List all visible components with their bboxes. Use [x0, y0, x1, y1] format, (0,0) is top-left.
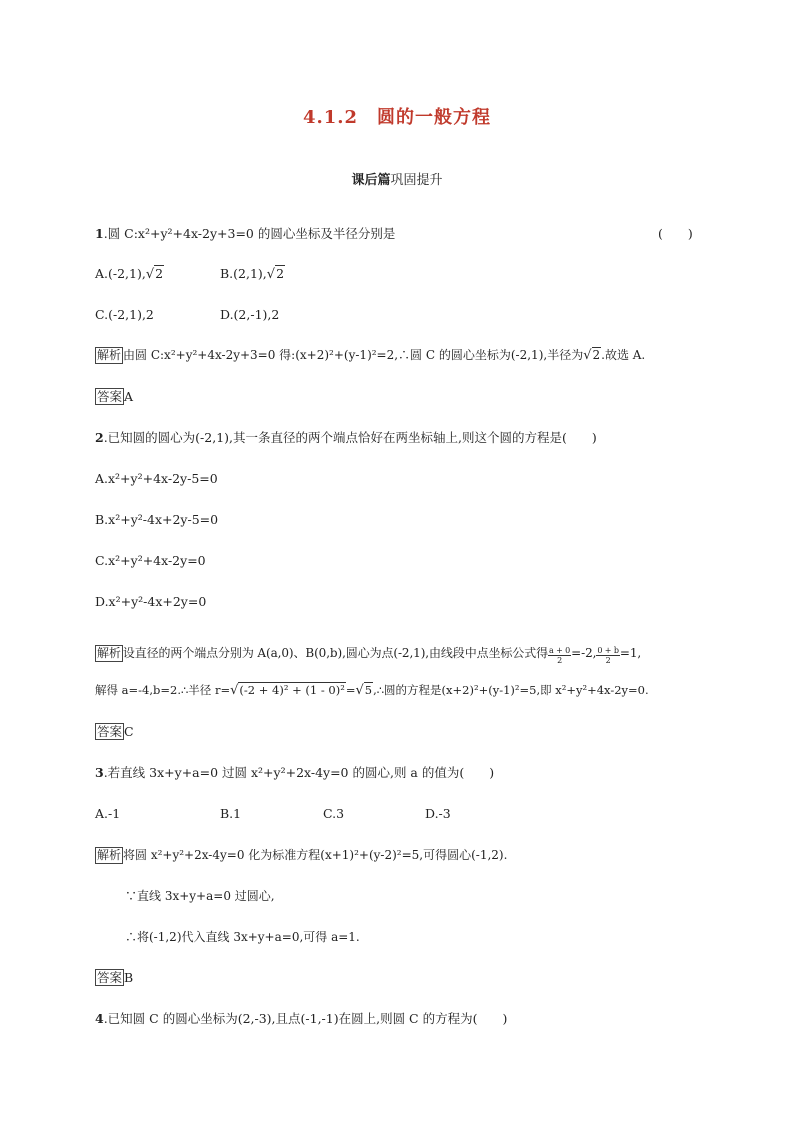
sqrt-icon: √ [583, 348, 592, 363]
stem-text: .若直线 3x+y+a=0 过圆 x²+y²+2x-4y=0 的圆心,则 a 的值为( ) [103, 765, 495, 780]
q1-analysis [95, 347, 645, 364]
fraction-denominator: 2 [605, 656, 611, 665]
analysis-text: .故选 A. [601, 348, 646, 362]
q2-analysis-line-1 [95, 645, 641, 665]
q2-option-d: D.x²+y²-4x+2y=0 [95, 594, 207, 609]
question-3-stem [95, 765, 494, 781]
q2-analysis-line-2 [95, 682, 649, 699]
page-title: 4.1.2 圆的一般方程 [302, 107, 492, 128]
analysis-text: = [345, 683, 356, 697]
radicand: 2 [155, 266, 164, 281]
sqrt-icon: √ [266, 267, 276, 282]
stem-text: .圆 C:x²+y²+4x-2y+3=0 的圆心坐标及半径分别是 [103, 226, 396, 241]
answer-value: B [124, 970, 134, 985]
analysis-text: ,∴圆的方程是(x+2)²+(y-1)²=5,即 x²+y²+4x-2y=0. [373, 683, 649, 697]
answer-blank: ( ) [658, 226, 693, 241]
q3-option-a: A.-1 [95, 806, 121, 821]
answer-label: 答案 [97, 389, 123, 404]
analysis-text: =1, [619, 646, 642, 660]
subtitle-rest: 巩固提升 [390, 173, 443, 188]
subtitle-bold: 课后篇 [351, 173, 391, 188]
question-number: 3 [95, 765, 104, 780]
stem-text: .已知圆 C 的圆心坐标为(2,-3),且点(-1,-1)在圆上,则圆 C 的方程为( ) [103, 1011, 508, 1026]
analysis-text: 将圆 x²+y²+2x-4y=0 化为标准方程(x+1)²+(y-2)²=5,可得圆心(-1,2). [123, 848, 508, 862]
q1-option-b [220, 266, 285, 283]
q3-analysis-line-3: ∴将(-1,2)代入直线 3x+y+a=0,可得 a=1. [125, 930, 360, 944]
radicand: 2 [592, 348, 601, 362]
answer-label: 答案 [97, 724, 123, 739]
radicand: 5 [364, 683, 373, 697]
question-number: 2 [95, 430, 104, 445]
question-4-stem [95, 1011, 507, 1027]
q2-answer [95, 723, 134, 740]
answer-value: A [124, 389, 134, 404]
analysis-text: =-2, [571, 646, 597, 660]
q3-option-c: C.3 [323, 806, 345, 821]
option-text: B.(2,1), [220, 266, 267, 281]
analysis-text: 设直径的两个端点分别为 A(a,0)、B(0,b),圆心为点(-2,1),由线段中点坐标公式得 [122, 646, 549, 660]
analysis-text: 解得 a=-4,b=2.∴半径 r= [95, 683, 231, 697]
q3-answer [95, 969, 133, 986]
analysis-label: 解析 [97, 646, 121, 660]
q2-option-c: C.x²+y²+4x-2y=0 [95, 553, 206, 568]
analysis-label: 解析 [97, 348, 122, 362]
fraction-numerator: 0 + b [597, 646, 619, 655]
stem-text: .已知圆的圆心为(-2,1),其一条直径的两个端点恰好在两坐标轴上,则这个圆的方程是( ) [103, 430, 597, 445]
q3-analysis-line-1 [95, 847, 507, 864]
option-text: A.(-2,1), [95, 266, 146, 281]
answer-value: C [124, 724, 134, 739]
fraction [548, 646, 571, 665]
question-1-stem [95, 226, 395, 242]
sqrt-icon: √ [355, 683, 364, 698]
question-number: 1 [95, 226, 104, 241]
q1-answer [95, 388, 133, 405]
q3-analysis-line-2: ∵直线 3x+y+a=0 过圆心, [125, 889, 275, 903]
q1-option-a [95, 266, 164, 283]
fraction-numerator: a + 0 [549, 646, 571, 655]
question-number: 4 [95, 1011, 104, 1026]
answer-label: 答案 [97, 970, 123, 985]
fraction [596, 646, 620, 665]
section-subtitle [0, 173, 794, 189]
analysis-label: 解析 [97, 848, 122, 862]
analysis-text: 由圆 C:x²+y²+4x-2y+3=0 得:(x+2)²+(y-1)²=2,∴圆 C 的圆心坐标为(-2,1),半径为 [123, 348, 584, 362]
q3-option-b: B.1 [220, 806, 242, 821]
q1-option-d: D.(2,-1),2 [220, 307, 280, 322]
q3-option-d: D.-3 [425, 806, 451, 821]
fraction-denominator: 2 [557, 656, 563, 665]
sqrt-icon: √ [230, 683, 239, 698]
question-2-stem [95, 430, 597, 446]
q2-option-a: A.x²+y²+4x-2y-5=0 [95, 471, 218, 486]
sqrt-icon: √ [145, 267, 155, 282]
radicand: 2 [276, 266, 285, 281]
q2-option-b: B.x²+y²-4x+2y-5=0 [95, 512, 219, 527]
q1-option-c: C.(-2,1),2 [95, 307, 154, 322]
radicand: (-2 + 4)² + (1 - 0)² [239, 683, 345, 697]
